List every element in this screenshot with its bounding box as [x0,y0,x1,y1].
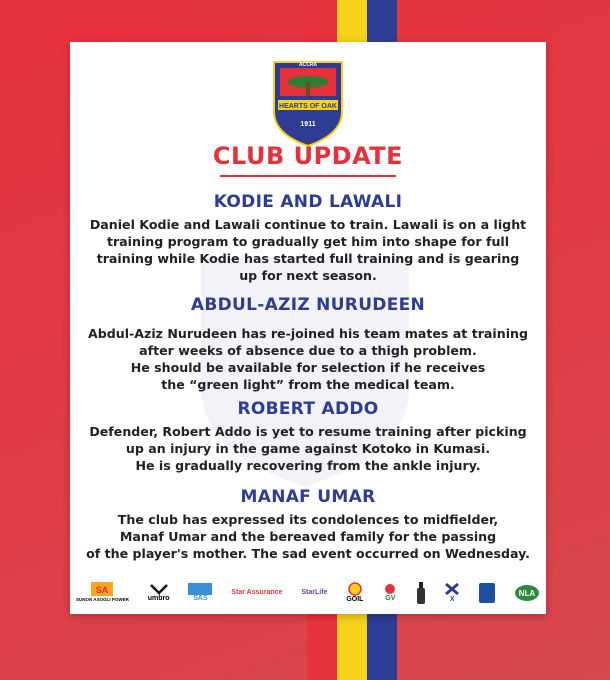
nla-label: NLA [518,589,536,598]
starlife-logo-icon: StarLife [301,589,328,596]
crest-name: HEARTS OF OAK [279,103,337,110]
sponsor-bar [76,578,540,608]
body-line: training program to gradually get him into shape for full [106,234,510,249]
hearts-of-oak-crest-icon [270,56,346,148]
body-line: up for next season. [239,268,377,283]
section-nurudeen [70,295,546,393]
umbro-logo-icon: umbro [148,583,170,603]
title-underline [220,175,396,177]
star-assurance-logo-icon: Star Assurance [231,589,283,596]
nla-logo-icon [514,584,540,602]
bottle-logo-icon [417,582,425,604]
body-line: of the player's mother. The sad event occurred on Wednesday. [86,546,530,561]
body-line: He is gradually recovering from the ankle injury. [135,458,481,473]
body-line: He should be available for selection if he receives [130,360,486,375]
section-heading: KODIE AND LAWALI [213,192,403,212]
body-line: Daniel Kodie and Lawali continue to train. Lawali is on a light [89,217,527,232]
body-line: Manaf Umar and the bereaved family for the passing [119,529,497,544]
body-line: the “green light” from the medical team. [161,377,455,392]
section-body [70,325,546,393]
section-heading: MANAF UMAR [240,487,376,507]
goil-logo-icon: GOIL [346,582,363,604]
gv-logo-icon: GV [382,583,398,603]
body-line: The club has expressed its condolences to midfielder, [117,512,499,527]
body-line: training while Kodie has started full training and is gearing [96,251,520,266]
sunon-asogli-logo-icon: SA SUNON ASOGLI POWER [76,582,129,604]
crest-top-text: ACCRA [298,62,318,68]
club-update-card [70,42,546,614]
section-body [70,423,546,474]
section-heading: ROBERT ADDO [237,399,379,419]
body-line: Defender, Robert Addo is yet to resume training after picking [89,424,527,439]
blue-badge-logo-icon [479,583,495,603]
body-line: up an injury in the game against Kotoko in Kumasi. [125,441,491,456]
svg-text:SA: SA [96,585,109,595]
section-kodie-lawali [70,192,546,284]
section-body [70,511,546,562]
section-robert-addo [70,399,546,474]
sas-logo-icon: SAS [188,583,212,603]
x-brand-logo-icon: X [444,582,460,604]
section-manaf-umar [70,487,546,562]
body-line: after weeks of absence due to a thigh problem. [139,343,477,358]
section-body [70,216,546,284]
section-heading: ABDUL-AZIZ NURUDEEN [190,295,426,315]
page-title: CLUB UPDATE [212,142,404,170]
crest-year: 1911 [300,121,316,128]
body-line: Abdul-Aziz Nurudeen has re-joined his team mates at training [87,326,529,341]
